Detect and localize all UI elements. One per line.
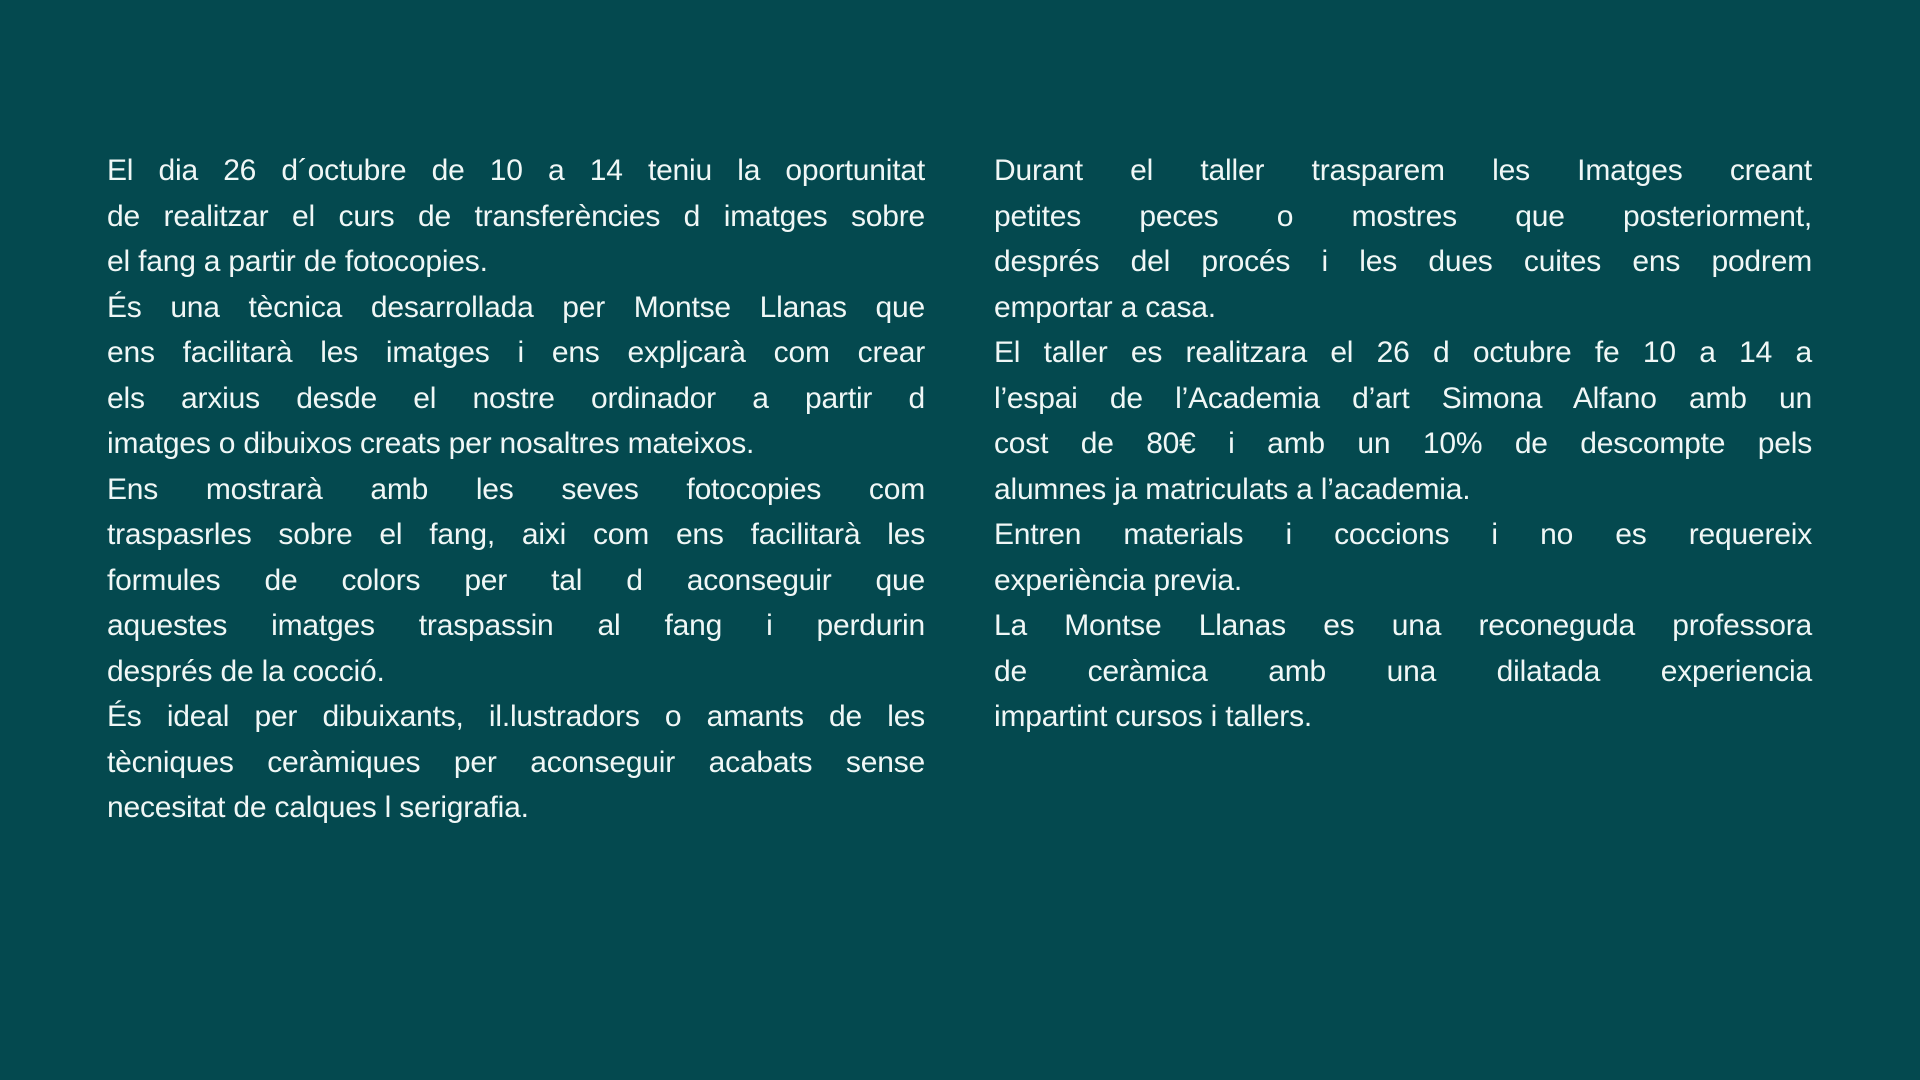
text-line: de ceràmica amb una dilatada experiencia <box>994 654 1812 688</box>
text-line: després del procés i les dues cuites ens podrem <box>994 245 1812 278</box>
text-line: el fang a partir de fotocopies. <box>107 245 488 278</box>
text-line: els arxius desde el nostre ordinador a partir d <box>107 381 925 415</box>
text-line: La Montse Llanas es una reconeguda professora <box>994 609 1812 642</box>
text-line: cost de 80€ i amb un 10% de descompte pels <box>994 427 1812 460</box>
text-line: ens facilitarà les imatges i ens expljcarà com crear <box>107 336 925 369</box>
text-line: l’espai de l’Academia d’art Simona Alfano amb un <box>994 381 1812 415</box>
text-line: Entren materials i coccions i no es requereix <box>994 518 1812 551</box>
text-line: El taller es realitzara el 26 d octubre fe 10 a 14 a <box>994 336 1812 369</box>
text-line: imatges o dibuixos creats per nosaltres mateixos. <box>107 427 755 460</box>
text-line: formules de colors per tal d aconseguir que <box>107 563 925 597</box>
text-line: emportar a casa. <box>994 290 1216 324</box>
text-line: traspasrles sobre el fang, aixi com ens facilitarà les <box>107 518 925 551</box>
text-line: És ideal per dibuixants, il.lustradors o amants de les <box>107 700 925 733</box>
text-line: de realitzar el curs de transferències d imatges sobre <box>107 199 925 233</box>
left-text-column <box>107 148 925 831</box>
text-line: tècniques ceràmiques per aconseguir acabats sense <box>107 745 925 779</box>
text-line: aquestes imatges traspassin al fang i perdurin <box>107 609 925 642</box>
text-line: impartint cursos i tallers. <box>994 700 1313 733</box>
right-text-column <box>994 148 1812 740</box>
text-line: Ens mostrarà amb les seves fotocopies com <box>107 472 925 506</box>
text-line: petites peces o mostres que posteriorment, <box>994 199 1812 233</box>
text-line: necesitat de calques l serigrafia. <box>107 791 529 824</box>
text-line: després de la cocció. <box>107 654 385 688</box>
text-line: alumnes ja matriculats a l’academia. <box>994 472 1471 506</box>
text-line: Durant el taller trasparem les Imatges creant <box>994 154 1812 187</box>
text-line: El dia 26 d´octubre de 10 a 14 teniu la oportunitat <box>107 154 925 187</box>
text-line: És una tècnica desarrollada per Montse Llanas que <box>107 290 925 324</box>
text-line: experiència previa. <box>994 563 1243 597</box>
